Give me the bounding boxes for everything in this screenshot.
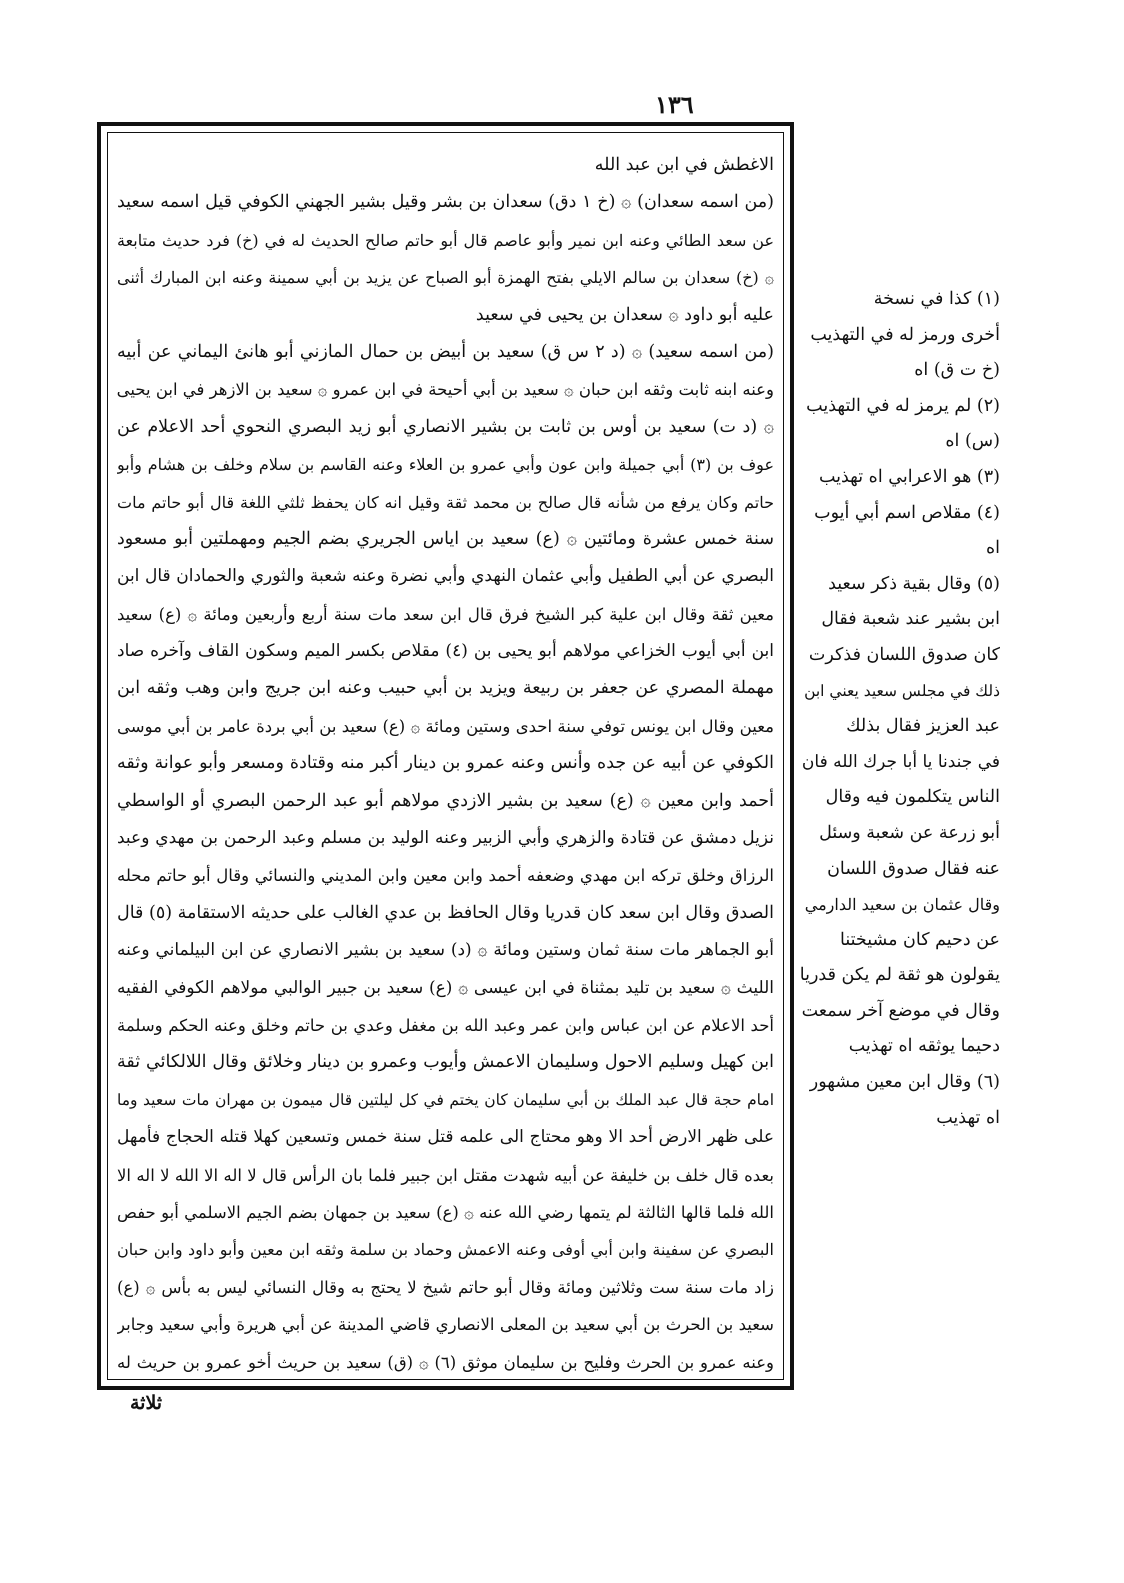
- catchword: ثلاثة: [130, 1392, 163, 1414]
- main-text-line: وعنه ابنه ثابت وثقه ابن حبان ۞ سعيد بن أبي أحيحة في ابن عمرو ۞ سعيد بن الازهر في ابن يحيى: [117, 380, 774, 400]
- margin-note-line: كان صدوق اللسان فذكرت: [808, 644, 1000, 665]
- main-text-line: نزيل دمشق عن قتادة والزهري وأبي الزبير وعنه الوليد بن مسلم وعبد الرحمن بن مهدي وعبد: [117, 828, 774, 849]
- main-text-line: الليث ۞ سعيد بن تليد بمثناة في ابن عيسى ۞ (ع) سعيد بن جبير الوالبي مولاهم الكوفي الفقيه: [117, 977, 774, 998]
- main-text-line: معين وقال ابن يونس توفي سنة احدى وستين ومائة ۞ (ع) سعيد بن أبي بردة عامر بن أبي موسى: [117, 716, 774, 736]
- margin-note-line: ابن بشير عند شعبة فقال: [821, 609, 1000, 630]
- main-text-line: امام حجة قال عبد الملك بن أبي سليمان كان يختم في كل ليلتين قال ميمون بن مهران مات سعيد وما: [117, 1090, 774, 1109]
- main-text-line: الرزاق وخلق تركه ابن مهدي وضعفه أحمد وابن معين وابن المديني والنسائي وقال أبو حاتم محله: [117, 866, 774, 886]
- margin-note-line: الناس يتكلمون فيه وقال: [825, 787, 1000, 808]
- main-text-line: الاغطش في ابن عبد الله: [594, 155, 774, 175]
- main-text-line: عن سعد الطائي وعنه ابن نمير وأبو عاصم قال أبو حاتم صالح الحديث له في (خ) فرد حديث متابعة: [117, 230, 774, 250]
- page-number: ١٣٦: [655, 90, 694, 119]
- margin-note-line: اه: [985, 538, 1000, 559]
- main-text-line: وعنه عمرو بن الحرث وفليح بن سليمان موثق (٦) ۞ (ق) سعيد بن حريث أخو عمرو بن حريث له: [117, 1352, 774, 1372]
- main-text-line: أحمد وابن معين ۞ (ع) سعيد بن بشير الازدي مولاهم أبو عبد الرحمن البصري أو الواسطي: [117, 790, 774, 811]
- main-text-line: أحد الاعلام عن ابن عباس وابن عمر وعبد الله بن مغفل وعدي بن حاتم وخلق وعنه الحكم وسلمة: [117, 1015, 774, 1035]
- margin-note-line: (٦) وقال ابن معين مشهور: [809, 1072, 1000, 1093]
- main-text-line: البصري عن سفينة وابن أبي أوفى وعنه الاعمش وحماد بن سلمة وثقه ابن معين وأبو داود وابن حبان: [117, 1240, 774, 1260]
- margin-note-line: (خ ت ق) اه: [914, 360, 1000, 381]
- main-text-line: (من اسمه سعيد) ۞ (د ٢ س ق) سعيد بن أبيض بن حمال المازني أبو هانئ اليماني عن أبيه: [117, 341, 774, 362]
- margin-note-line: عن دحيم كان مشيختنا: [840, 929, 1000, 950]
- margin-note-line: دحيما يوثقه اه تهذيب: [848, 1036, 1000, 1057]
- main-text-block: [117, 147, 774, 1372]
- margin-note-line: عنه فقال صدوق اللسان: [827, 858, 1000, 879]
- main-text-line: ۞ (د ت) سعيد بن أوس بن ثابت بن بشير الانصاري أبو زيد البصري النحوي أحد الاعلام عن: [117, 416, 774, 437]
- main-text-line: زاد مات سنة ست وثلاثين ومائة وقال أبو حاتم شيخ لا يحتج به وقال النسائي ليس به بأس ۞ (ع): [117, 1277, 774, 1297]
- main-text-line: أبو الجماهر مات سنة ثمان وستين ومائة ۞ (د) سعيد بن بشير الانصاري عن ابن البيلماني وعنه: [117, 940, 774, 961]
- margin-note-line: أخرى ورمز له في التهذيب: [810, 324, 1000, 345]
- margin-note-line: (٢) لم يرمز له في التهذيب: [806, 395, 1000, 416]
- margin-note-line: (١) كذا في نسخة: [873, 289, 1000, 309]
- main-text-line: معين ثقة وقال ابن علية كبر الشيخ فرق قال ابن سعد مات سنة أربع وأربعين ومائة ۞ (ع) سعيد: [117, 604, 774, 624]
- main-text-line: عوف بن (٣) أبي جميلة وابن عون وأبي عمرو بن العلاء وعنه القاسم بن سلام وخلف بن هشام وأبو: [117, 455, 774, 475]
- margin-note-line: أبو زرعة عن شعبة وسئل: [819, 822, 1000, 843]
- margin-note-line: وقال عثمان بن سعيد الدارمي: [804, 895, 1000, 915]
- main-text-line: البصري عن أبي الطفيل وأبي عثمان النهدي وأبي نضرة وعنه شعبة والثوري والحمادان قال ابن: [117, 566, 774, 587]
- main-text-line: عليه أبو داود ۞ سعدان بن يحيى في سعيد: [475, 304, 774, 325]
- main-text-line: الصدق وقال ابن سعد كان قدريا وقال الحافظ بن عدي الغالب على حديثه الاستقامة (٥) قال: [117, 902, 774, 923]
- margin-note-line: ذلك في مجلس سعيد يعني ابن: [804, 681, 1000, 700]
- margin-notes: [800, 282, 1000, 1136]
- margin-note-line: (٥) وقال بقية ذكر سعيد: [828, 573, 1000, 594]
- main-text-line: ۞ (خ) سعدان بن سالم الايلي بفتح الهمزة أبو الصباح عن يزيد بن أبي سمينة وعنه ابن المبارك أثنى: [117, 268, 774, 288]
- main-text-line: مهملة المصري عن جعفر بن ربيعة ويزيد بن أبي حبيب وعنه ابن جريج وابن وهب وثقه ابن: [117, 678, 774, 699]
- margin-note-line: يقولون هو ثقة لم يكن قدريا: [800, 965, 1000, 986]
- main-text-line: حاتم وكان يرفع من شأنه قال صالح بن محمد ثقة وقيل انه كان يحفظ ثلثي اللغة قال أبو حاتم مات: [117, 492, 774, 512]
- margin-note-line: (٣) هو الاعرابي اه تهذيب: [818, 466, 1000, 487]
- margin-note-line: (٤) مقلاص اسم أبي أيوب: [814, 502, 1000, 523]
- margin-note-line: اه تهذيب: [936, 1107, 1000, 1128]
- margin-note-line: وقال في موضع آخر سمعت: [801, 1000, 1000, 1021]
- margin-note-line: عبد العزيز فقال بذلك: [846, 716, 1000, 737]
- main-text-line: ابن كهيل وسليم الاحول وسليمان الاعمش وأيوب وعمرو بن دينار وخلائق وقال اللالكائي ثقة: [117, 1052, 774, 1073]
- main-text-line: على ظهر الارض أحد الا وهو محتاج الى علمه قتل سنة خمس وتسعين كهلا قتله الحجاج فأمهل: [117, 1127, 774, 1148]
- main-text-line: بعده قال خلف بن خليفة عن أبيه شهدت مقتل ابن جبير فلما بان الرأس قال لا اله الا الله لا اله الا: [117, 1165, 774, 1185]
- main-text-line: ابن أبي أيوب الخزاعي مولاهم أبو يحيى بن (٤) مقلاص بكسر الميم وسكون القاف وآخره صاد: [117, 641, 774, 662]
- main-text-line: سعيد بن الحرث بن أبي سعيد بن المعلى الانصاري قاضي المدينة عن أبي هريرة وأبي سعيد وجابر: [117, 1315, 774, 1335]
- margin-note-line: في جندنا يا أبا جرك الله فان: [801, 751, 1000, 772]
- main-text-line: (من اسمه سعدان) ۞ (خ ١ دق) سعدان بن بشر وقيل بشير الجهني الكوفي قيل اسمه سعيد: [117, 192, 774, 213]
- main-text-line: سنة خمس عشرة ومائتين ۞ (ع) سعيد بن اياس الجريري بضم الجيم ومهملتين أبو مسعود: [117, 528, 774, 549]
- margin-note-line: (س) اه: [945, 431, 1000, 452]
- main-text-line: الكوفي عن أبيه عن جده وأنس وعنه عمرو بن دينار أكبر منه وقتادة ومسعر وأبو عوانة وثقه: [117, 753, 774, 774]
- main-text-line: الله فلما قالها الثالثة لم يتمها رضي الله عنه ۞ (ع) سعيد بن جمهان بضم الجيم الاسلمي أبو حفص: [117, 1202, 774, 1222]
